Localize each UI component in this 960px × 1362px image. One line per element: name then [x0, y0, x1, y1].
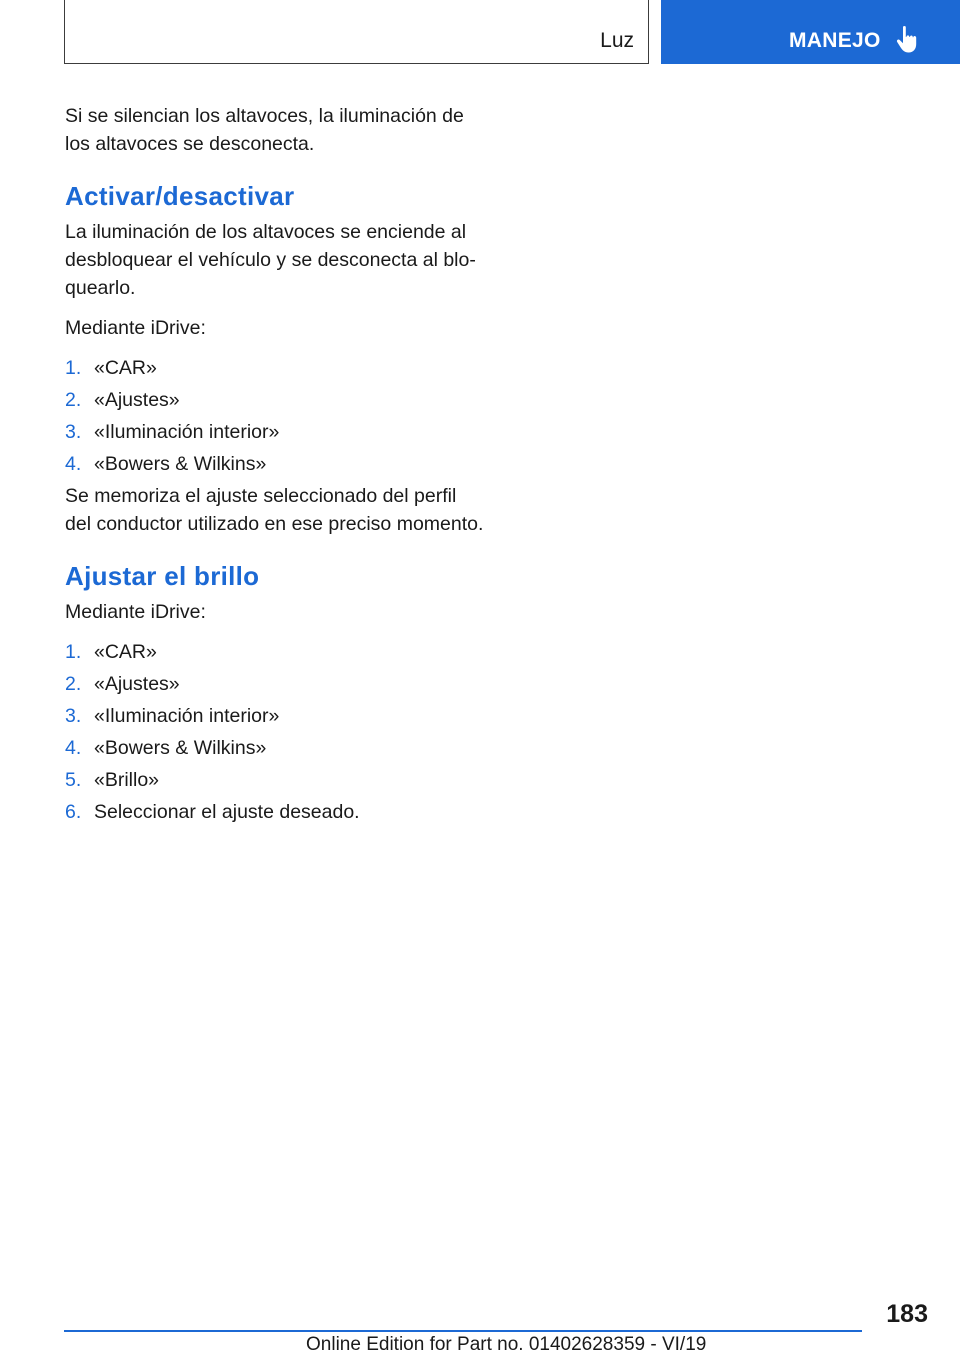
list-item — [65, 638, 485, 666]
step-number: 2. — [65, 389, 82, 411]
list-item — [65, 418, 485, 446]
heading-activar-desactivar: Activar/desactivar — [65, 181, 295, 211]
section2-steps — [65, 638, 485, 826]
list-item — [65, 450, 485, 478]
section1-note: Se memoriza el ajuste seleccionado del perfil del conductor utilizado en ese preciso momento. — [65, 485, 484, 535]
step-text: «Ajustes» — [94, 389, 180, 411]
list-item — [65, 354, 485, 382]
step-text: «Brillo» — [94, 769, 160, 791]
chapter-tab-label: MANEJO — [789, 29, 881, 52]
step-number: 4. — [65, 737, 82, 759]
step-text: «Iluminación interior» — [94, 421, 280, 443]
page-number: 183 — [886, 1300, 928, 1328]
list-item — [65, 798, 485, 826]
step-text: «Ajustes» — [94, 673, 180, 695]
heading-ajustar-brillo: Ajustar el brillo — [65, 561, 260, 591]
step-number: 6. — [65, 801, 82, 823]
section-title: Luz — [600, 29, 634, 52]
step-text: «Bowers & Wilkins» — [94, 737, 267, 759]
list-item — [65, 734, 485, 762]
page-content — [65, 102, 485, 830]
step-number: 5. — [65, 769, 82, 791]
step-number: 1. — [65, 641, 82, 663]
section1-body: La iluminación de los altavoces se enciende al desbloquear el vehículo y se desconecta al bloquearlo. — [65, 221, 476, 299]
step-text: «CAR» — [94, 641, 157, 663]
step-text: Seleccionar el ajuste deseado. — [94, 801, 360, 823]
list-item — [65, 386, 485, 414]
step-text: «CAR» — [94, 357, 157, 379]
intro-paragraph: Si se silencian los altavoces, la iluminación de los altavoces se desconecta. — [65, 105, 464, 155]
list-item — [65, 702, 485, 730]
list-item — [65, 766, 485, 794]
step-number: 4. — [65, 453, 82, 475]
step-text: «Iluminación interior» — [94, 705, 280, 727]
footer-edition: Online Edition for Part no. 01402628359 - VI/19 — [306, 1334, 707, 1355]
header-section-box — [64, 0, 649, 64]
footer-divider — [64, 1330, 862, 1332]
step-number: 1. — [65, 357, 82, 379]
step-number: 3. — [65, 705, 82, 727]
chapter-tab[interactable] — [661, 0, 960, 64]
list-item — [65, 670, 485, 698]
step-number: 3. — [65, 421, 82, 443]
step-text: «Bowers & Wilkins» — [94, 453, 267, 475]
step-number: 2. — [65, 673, 82, 695]
section2-lead: Mediante iDrive: — [65, 601, 206, 623]
pointing-hand-icon — [895, 24, 919, 54]
section1-steps — [65, 354, 485, 478]
section1-lead: Mediante iDrive: — [65, 317, 206, 339]
